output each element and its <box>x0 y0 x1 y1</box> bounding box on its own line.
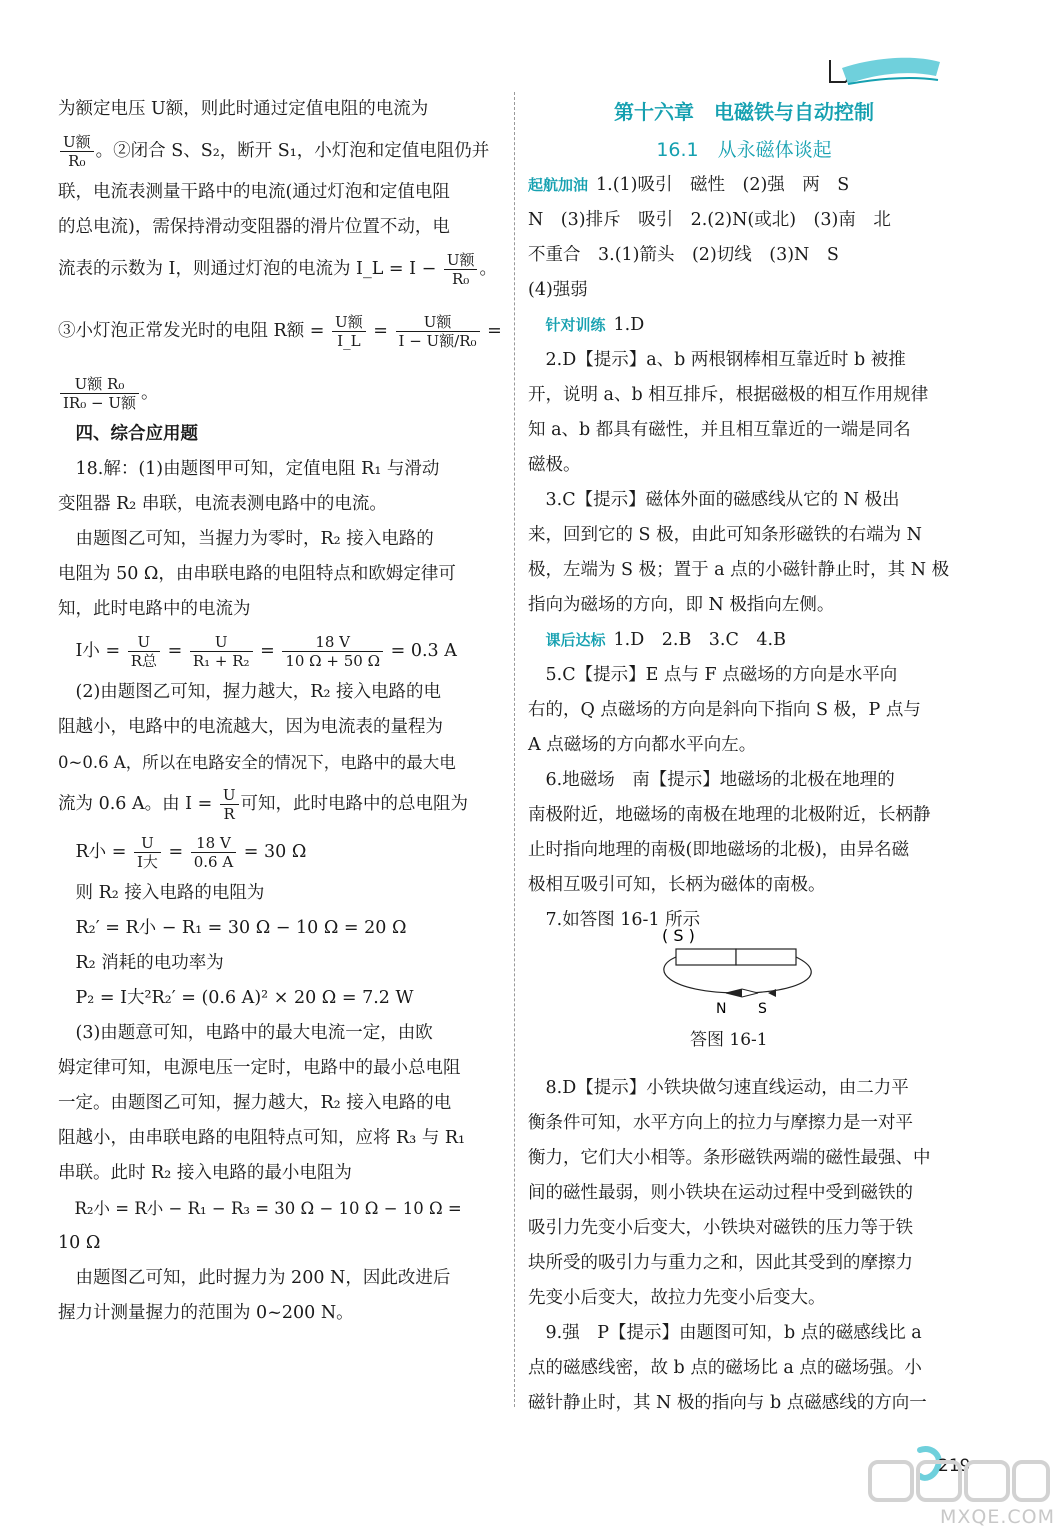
text-line: (4)强弱 <box>528 280 588 300</box>
formula-line: 10 Ω <box>58 1233 101 1253</box>
text-line: 电阻为 50 Ω，由串联电路的电阻特点和欧姆定律可 <box>58 564 456 584</box>
text-line: 点的磁感线密，故 b 点的磁场比 a 点的磁场强。小 <box>528 1358 922 1378</box>
tag-label: 课后达标 <box>545 631 606 649</box>
text-line: 8.D【提示】小铁块做匀速直线运动，由二力平 <box>545 1078 909 1098</box>
text-line: 知 a、b 都具有磁性，并且相互靠近的一端是同名 <box>528 420 911 440</box>
bar-magnet-right <box>736 949 796 965</box>
text-line: 右的，Q 点磁场的方向是斜向下指向 S 极，P 点与 <box>528 700 921 720</box>
field-arrow-icon <box>768 989 776 997</box>
right-column <box>528 92 960 1421</box>
fraction: $\frac{U}{\text{R₁ + R₂}}$ <box>190 633 253 670</box>
text-line: 间的磁性最弱，则小铁块在运动过程中受到磁铁的 <box>528 1183 913 1203</box>
text-line: (2)由题图乙可知，握力越大，R₂ 接入电路的电 <box>75 682 442 702</box>
text-line: 流为 0.6 A。由 I = $\frac{U}{R}$ 可知，此时电路中的总电阻为 <box>58 786 469 823</box>
figure-label-s: S <box>758 1001 767 1017</box>
text-line: 5.C【提示】E 点与 F 点磁场的方向是水平向 <box>545 665 898 685</box>
text-line: A 点磁场的方向都水平向左。 <box>528 735 757 755</box>
formula-line: I小 = $\frac{U}{\text{R总}}$ = $\frac{U}{\text{R₁ + R₂}}$ = $\frac{18 V}{10 \Omega + 50 \Omega}$ = 0.3 A <box>75 633 457 670</box>
text-line: 姆定律可知，电源电压一定时，电路中的最小总电阻 <box>58 1058 461 1078</box>
fraction: $\frac{18 V}{0.6 A}$ <box>191 834 236 871</box>
text-line: 块所受的吸引力与重力之和，因此其受到的摩擦力 <box>528 1253 913 1273</box>
text-line: 握力计测量握力的范围为 0~200 N。 <box>58 1303 354 1323</box>
text-line: 针对训练 1.D <box>545 315 645 335</box>
formula-line: ③小灯泡正常发光时的电阻 R额 = $\frac{\text{U额}}{I\_L}$ = $\frac{\text{U额}}{\text{I − U额/R₀}}$ = <box>58 313 502 350</box>
text-line: 吸引力先变小后变大，小铁块对磁铁的压力等于铁 <box>528 1218 913 1238</box>
fraction: $\frac{\text{U额}}{\text{I − U额/R₀}}$ <box>396 313 480 350</box>
text-line: 2.D【提示】a、b 两根钢棒相互靠近时 b 被推 <box>545 350 906 370</box>
left-column <box>58 92 502 1331</box>
text-line: 的总电流)，需保持滑动变阻器的滑片位置不动，电 <box>58 217 450 237</box>
text-line: 磁针静止时，其 N 极的指向与 b 点磁感线的方向一 <box>528 1393 927 1413</box>
fraction: $\frac{U}{R}$ <box>220 786 239 823</box>
formula-line: P₂ = I大²R₂′ = (0.6 A)² × 20 Ω = 7.2 W <box>75 988 414 1008</box>
text-line: 则 R₂ 接入电路的电阻为 <box>75 883 265 903</box>
section-heading: 四、综合应用题 <box>75 424 198 444</box>
tag-label: 针对训练 <box>545 316 606 334</box>
text-line: 由题图乙可知，当握力为零时，R₂ 接入电路的 <box>75 529 434 549</box>
text-line: 6.地磁场 南【提示】地磁场的北极在地理的 <box>545 770 895 790</box>
text-line: 知，此时电路中的电流为 <box>58 599 251 619</box>
fraction: $\frac{18 V}{10 \Omega + 50 \Omega}$ <box>282 633 383 670</box>
text-line: 来，回到它的 S 极，由此可知条形磁铁的右端为 N <box>528 525 922 545</box>
text-line: 18.解：(1)由题图甲可知，定值电阻 R₁ 与滑动 <box>75 459 440 479</box>
figure-label-s-pole: ( S ) <box>662 927 695 945</box>
text-line: 课后达标 1.D 2.B 3.C 4.B <box>545 630 786 650</box>
text-line: 衡力，它们大小相等。条形磁铁两端的磁性最强、中 <box>528 1148 931 1168</box>
text-line: 0~0.6 A，所以在电路安全的情况下，电路中的最大电 <box>58 753 456 772</box>
text-line: R₂ 消耗的电功率为 <box>75 953 224 973</box>
text-line: 止时指向地理的南极(即地磁场的北极)，由异名磁 <box>528 840 910 860</box>
figure-caption: 答图 16-1 <box>690 1030 768 1050</box>
text-line: 起航加油 1.(1)吸引 磁性 (2)强 两 S <box>528 175 850 195</box>
text-line: 7.如答图 16-1 所示 <box>545 910 701 930</box>
text-line: 衡条件可知，水平方向上的拉力与摩擦力是一对平 <box>528 1113 913 1133</box>
formula-line: R小 = $\frac{U}{\text{I大}}$ = $\frac{18 V}{0.6 A}$ = 30 Ω <box>75 834 307 871</box>
text-line: 一定。由题图乙可知，握力越大，R₂ 接入电路的电 <box>58 1093 452 1113</box>
section-title: 16.1 从永磁体谈起 <box>656 139 832 161</box>
text-line: 指向为磁场的方向，即 N 极指向左侧。 <box>528 595 835 615</box>
answer-figure-16-1 <box>648 927 838 1017</box>
text-line: 磁极。 <box>528 455 581 475</box>
tag-label: 起航加油 <box>528 176 589 194</box>
text-line: 9.强 P【提示】由题图可知，b 点的磁感线比 a <box>545 1323 922 1343</box>
bar-magnet-left <box>676 949 736 965</box>
text-line: 开，说明 a、b 相互排斥，根据磁极的相互作用规律 <box>528 385 929 405</box>
text-line: N (3)排斥 吸引 2.(2)N(或北) (3)南 北 <box>528 210 891 230</box>
text-line: 阻越小，电路中的电流越大，因为电流表的量程为 <box>58 717 443 737</box>
text-line: 极相互吸引可知，长柄为磁体的南极。 <box>528 875 826 895</box>
text-line: 南极附近，地磁场的南极在地理的北极附近，长柄静 <box>528 805 931 825</box>
fraction: $\frac{\text{U额}}{\text{R₀}}$ <box>60 133 94 170</box>
text-line: $\frac{\text{U额}}{\text{R₀}}$ 。②闭合 S、S₂，断开 S₁，小灯泡和定值电阻仍并 <box>58 127 488 175</box>
text-line: 联，电流表测量干路中的电流(通过灯泡和定值电阻 <box>58 182 450 202</box>
fraction: $\frac{\text{U额}}{I\_L}$ <box>332 313 366 350</box>
text-line: 变阻器 R₂ 串联，电流表测电路中的电流。 <box>58 494 387 514</box>
text-line: 为额定电压 U额，则此时通过定值电阻的电流为 <box>58 99 429 119</box>
formula-line: R₂′ = R小 − R₁ = 30 Ω − 10 Ω = 20 Ω <box>75 918 407 938</box>
text-line: 流表的示数为 I，则通过灯泡的电流为 I_L = I − $\frac{\text{U额}}{\text{R₀}}$ 。 <box>58 251 497 288</box>
text-line: 由题图乙可知，此时握力为 200 N，因此改进后 <box>75 1268 451 1288</box>
figure-label-n: N <box>716 1001 727 1017</box>
page-number: 219 <box>938 1456 971 1476</box>
fraction: $\frac{U}{\text{R总}}$ <box>128 633 160 670</box>
text-line: 阻越小，由串联电路的电阻特点可知，应将 R₃ 与 R₁ <box>58 1128 466 1148</box>
text-line: 不重合 3.(1)箭头 (2)切线 (3)N S <box>528 245 839 265</box>
text-line: 串联。此时 R₂ 接入电路的最小电阻为 <box>58 1163 352 1183</box>
text-line: 极，左端为 S 极；置于 a 点的小磁针静止时，其 N 极 <box>528 560 950 580</box>
fraction: $\frac{\text{U额 R₀}}{\text{IR₀ − U额}}$ <box>60 375 139 412</box>
compass-needle-north <box>726 989 742 997</box>
fraction: $\frac{U}{\text{I大}}$ <box>134 834 161 871</box>
chapter-title: 第十六章 电磁铁与自动控制 <box>614 100 874 124</box>
fraction: $\frac{\text{U额}}{\text{R₀}}$ <box>444 251 478 288</box>
watermark-text: MXQE.COM <box>940 1506 1056 1528</box>
text-line: (3)由题意可知，电路中的最大电流一定，由欧 <box>75 1023 433 1043</box>
text-line: 3.C【提示】磁体外面的磁感线从它的 N 极出 <box>545 490 900 510</box>
column-divider <box>514 92 515 1407</box>
formula-line: $\frac{\text{U额 R₀}}{\text{IR₀ − U额}}$ 。 <box>58 369 488 417</box>
formula-line: R₂小 = R小 − R₁ − R₃ = 30 Ω − 10 Ω − 10 Ω = <box>74 1199 462 1218</box>
text-line: 先变小后变大，故拉力先变小后变大。 <box>528 1288 826 1308</box>
